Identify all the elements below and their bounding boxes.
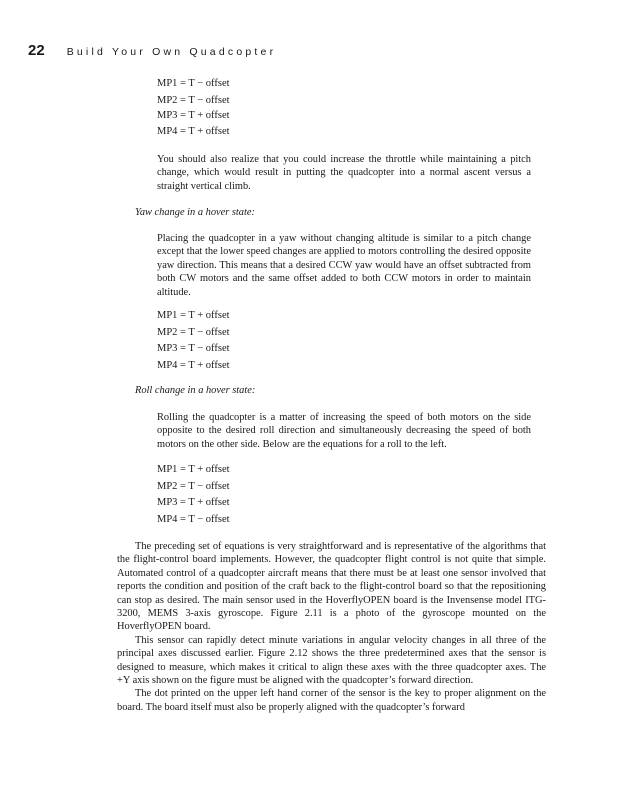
equation-mp1: MP1 = T + offset <box>157 310 230 321</box>
equation-group-pitch <box>157 76 230 141</box>
paragraph-yaw: Placing the quadcopter in a yaw without changing altitude is similar to a pitch change except that the lower speed changes are applied to motors controlling the desired opposite yaw direction. This means that a desired CCW yaw would have an offset subtracted from both CW motors and the same offset added to both CCW motors in order to maintain altitude. <box>157 233 531 298</box>
equation-mp2: MP2 = T − offset <box>157 326 230 338</box>
subheading-yaw: Yaw change in a hover state: <box>135 207 255 218</box>
equation-mp3: MP3 = T − offset <box>157 343 230 355</box>
equation-mp3: MP3 = T + offset <box>157 109 230 121</box>
equation-mp2: MP2 = T − offset <box>157 94 230 106</box>
equation-mp4: MP4 = T + offset <box>157 360 230 372</box>
paragraph-sensor: This sensor can rapidly detect minute variations in angular velocity changes in all three of the principal axes discussed earlier. Figure 2.12 shows the three predetermined axes that the sensor is designed to measure, which makes it critical to align these axes with the three quadcopter axes. The +Y axis shown on the figure must be aligned with the quadcopter’s forward direction. <box>117 634 546 687</box>
paragraph-flight-control: The preceding set of equations is very straightforward and is representative of the algorithms that the flight-control board implements. However, the quadcopter flight control is not quite that simple. Automated control of a quadcopter aircraft means that there must be at least one sensor involved that reports the condition and position of the craft back to the flight-control board so that the repositioning can stop as desired. The main sensor used in the HoverflyOPEN board is the Invensense model ITG-3200, MEMS 3-axis gyroscope. Figure 2.11 is a photo of the gyroscope mounted on the HoverflyOPEN board. <box>117 541 546 633</box>
body-text <box>117 540 546 714</box>
page-header <box>28 42 276 59</box>
equation-group-yaw <box>157 308 230 375</box>
equation-group-roll <box>157 462 230 529</box>
paragraph-throttle-note: You should also realize that you could increase the throttle while maintaining a pitch change, which would result in putting the quadcopter into a normal ascent versus a straight vertical climb. <box>157 154 531 192</box>
equation-mp3: MP3 = T + offset <box>157 497 230 509</box>
equation-mp4: MP4 = T − offset <box>157 514 230 526</box>
equation-mp2: MP2 = T − offset <box>157 480 230 492</box>
paragraph-alignment: The dot printed on the upper left hand corner of the sensor is the key to proper alignment on the board. The board itself must also be properly aligned with the quadcopter’s forward <box>117 688 546 713</box>
page-number: 22 <box>28 42 45 59</box>
subheading-roll: Roll change in a hover state: <box>135 385 256 396</box>
paragraph-roll: Rolling the quadcopter is a matter of increasing the speed of both motors on the side opposite to the desired roll direction and simultaneously decreasing the speed of both motors on the other side. Below are the equations for a roll to the left. <box>157 412 531 450</box>
running-title: Build Your Own Quadcopter <box>66 46 277 58</box>
equation-mp1: MP1 = T − offset <box>157 78 230 89</box>
equation-mp4: MP4 = T + offset <box>157 126 230 138</box>
equation-mp1: MP1 = T + offset <box>157 464 230 475</box>
